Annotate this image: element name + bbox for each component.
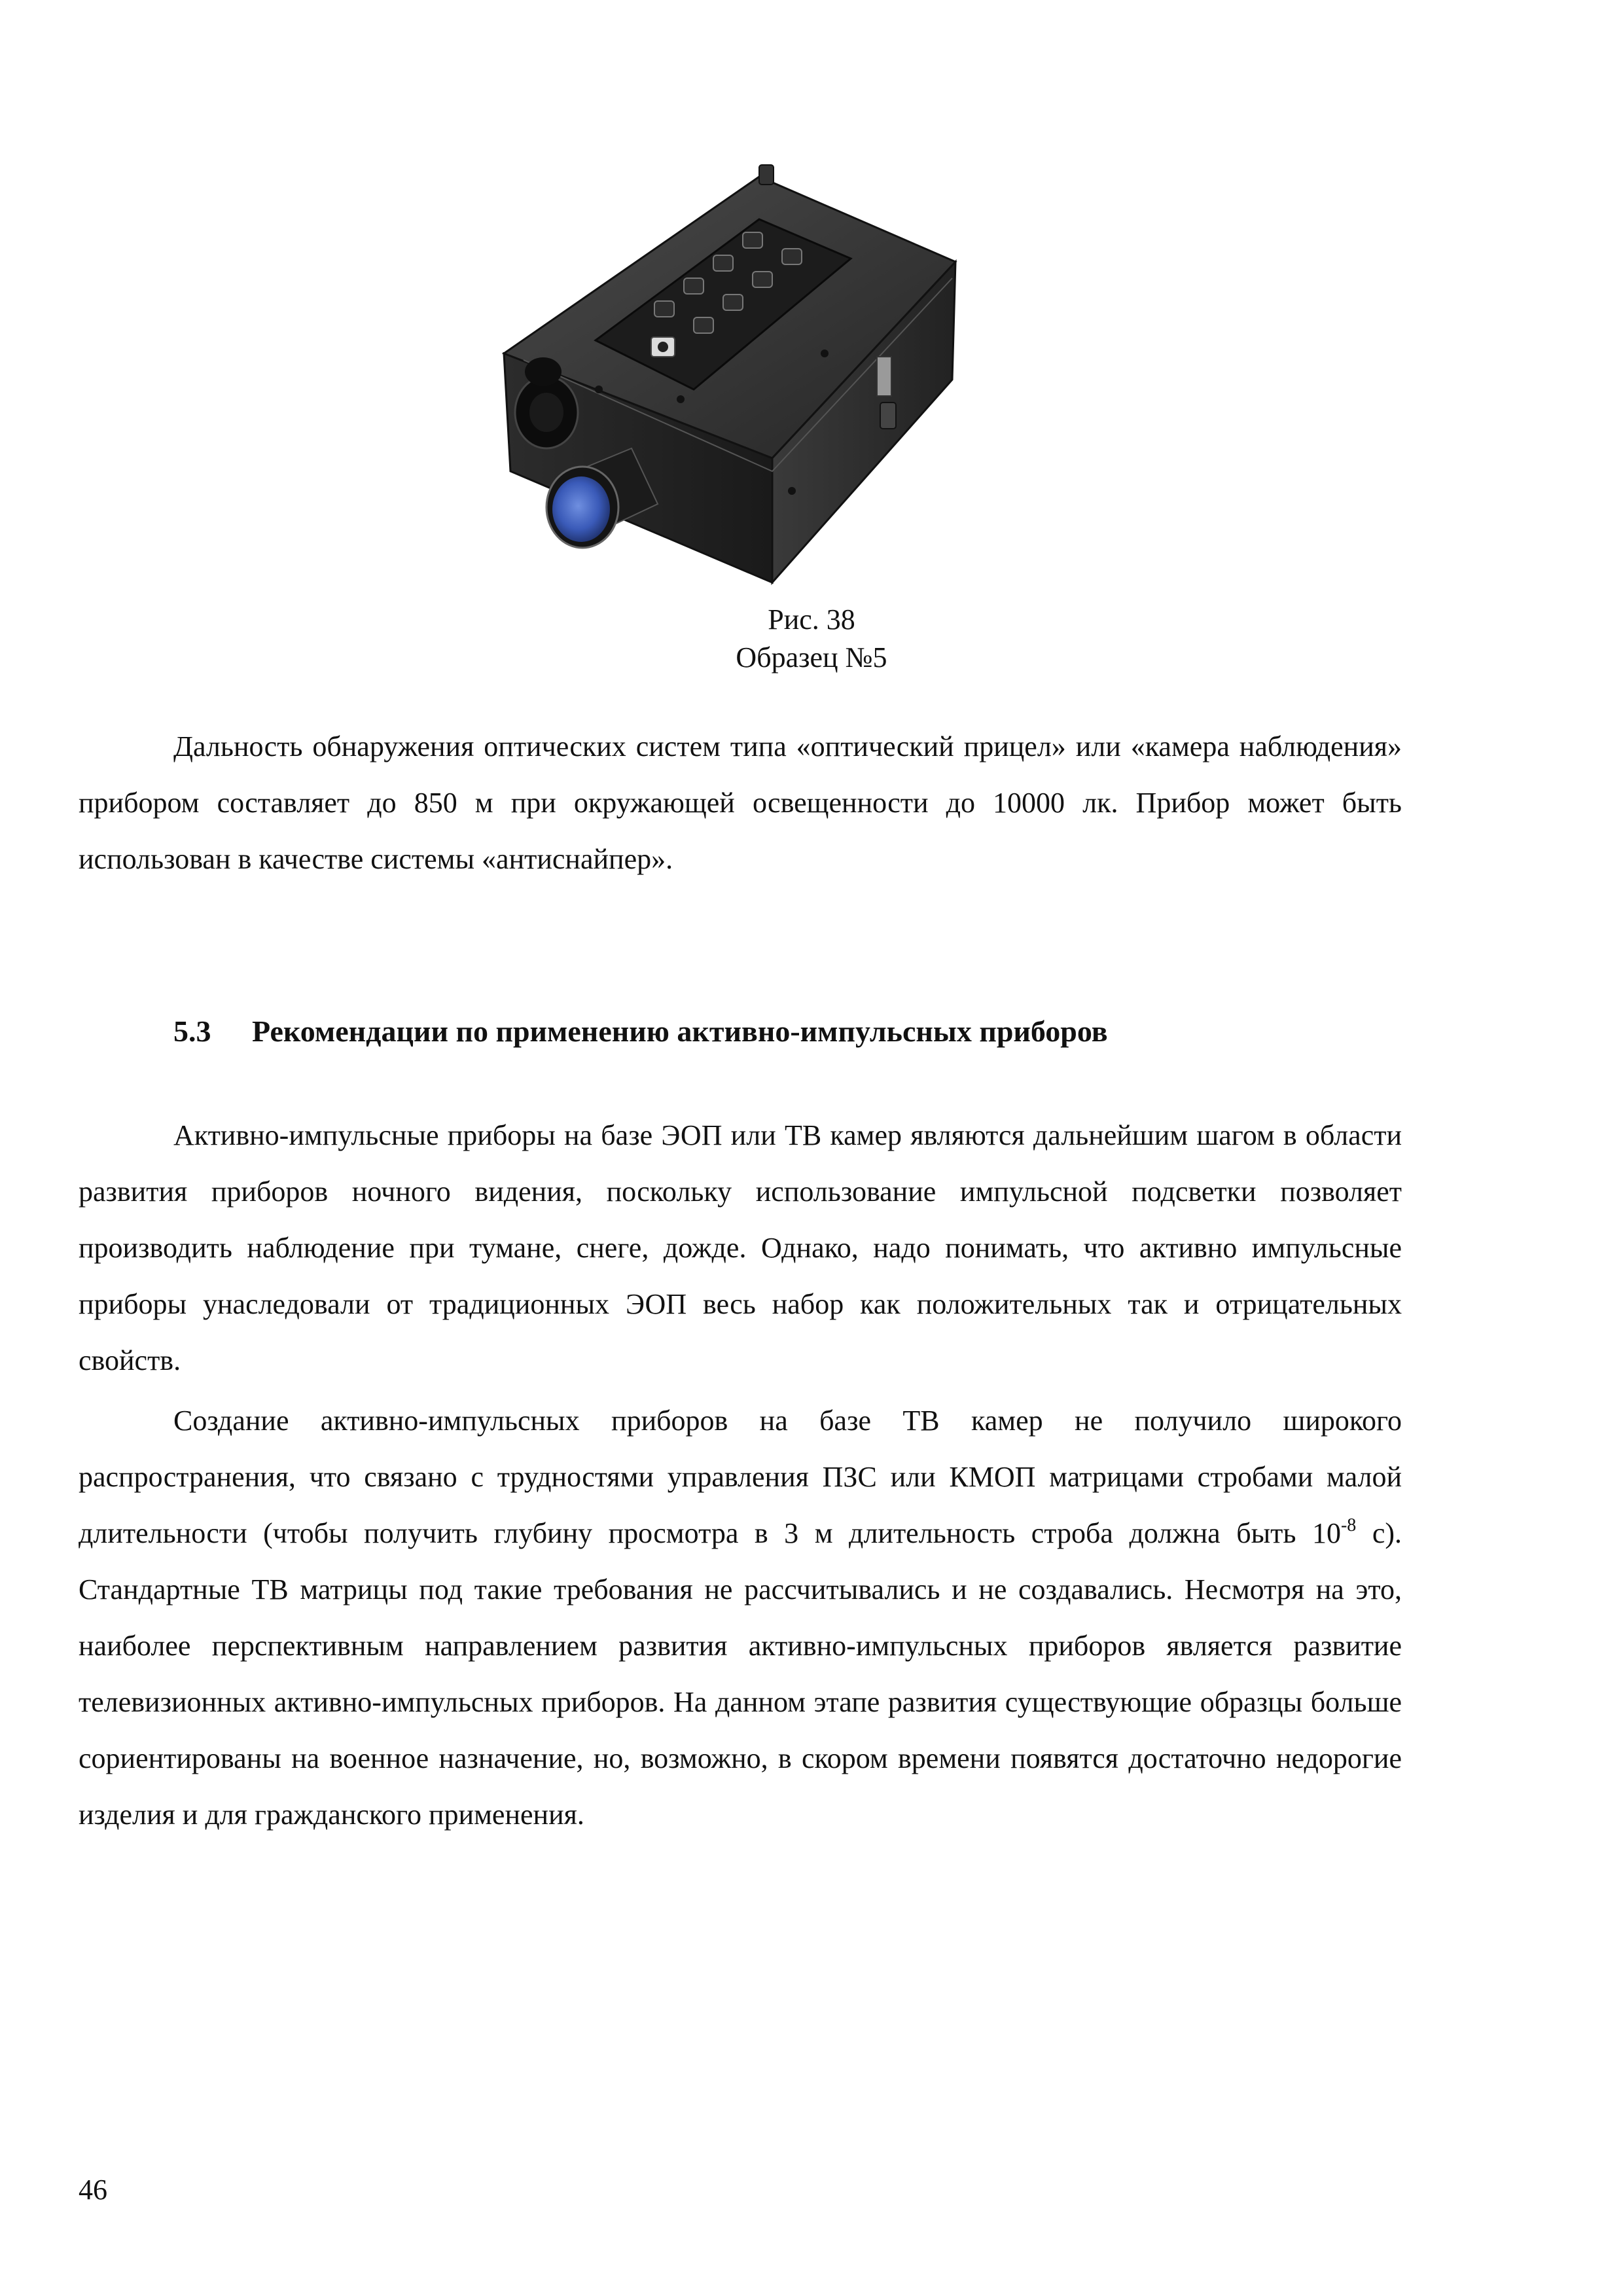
paragraph-tv-cameras-part1: Создание активно-импульсных приборов на базе ТВ камер не получило широкого распространения, что связано с трудностями управления ПЗС или КМОП матрицами стробами малой длительности (чтобы получить глубину просмотра в 3 м длительность строба должна быть 10	[79, 1405, 1402, 1549]
paragraph-detection-range: Дальность обнаружения оптических систем типа «оптический прицел» или «камера наблюдения» прибором составляет до 850 м при окружающей освещенности до 10000 лк. Прибор может быть использован в качестве системы «антиснайпер».	[79, 730, 1402, 875]
section-number: 5.3	[173, 1014, 211, 1048]
section-heading	[173, 1012, 1108, 1051]
active-pulse-device-photo-icon	[484, 164, 982, 596]
figure-title: Образец №5	[736, 641, 887, 673]
figure-label: Рис. 38	[768, 603, 855, 636]
device-photo	[484, 164, 982, 596]
paragraph-active-pulse-intro: Активно-импульсные приборы на базе ЭОП или ТВ камер являются дальнейшим шагом в области развития приборов ночного видения, поскольку использование импульсной подсветки позволяет производить наблюдение при тумане, снеге, дожде. Однако, надо понимать, что активно импульсные приборы унаследовали от традиционных ЭОП весь набор как положительных так и отрицательных свойств.	[79, 1119, 1402, 1376]
paragraph-tv-cameras	[79, 1393, 1402, 1843]
exponent: -8	[1340, 1515, 1357, 1535]
paragraph-tv-cameras-part2: с). Стандартные ТВ матрицы под такие требования не рассчитывались и не создавались. Несмотря на это, наиболее перспективным направлением развития активно-импульсных приборов является развитие телевизионных активно-импульсных приборов. На данном этапе развития существующие образцы больше сориентированы на военное назначение, но, возможно, в скором времени появятся достаточно недорогие изделия и для гражданского применения.	[79, 1517, 1402, 1831]
page-number: 46	[79, 2174, 107, 2206]
section-title: Рекомендации по применению активно-импульсных приборов	[252, 1014, 1108, 1048]
